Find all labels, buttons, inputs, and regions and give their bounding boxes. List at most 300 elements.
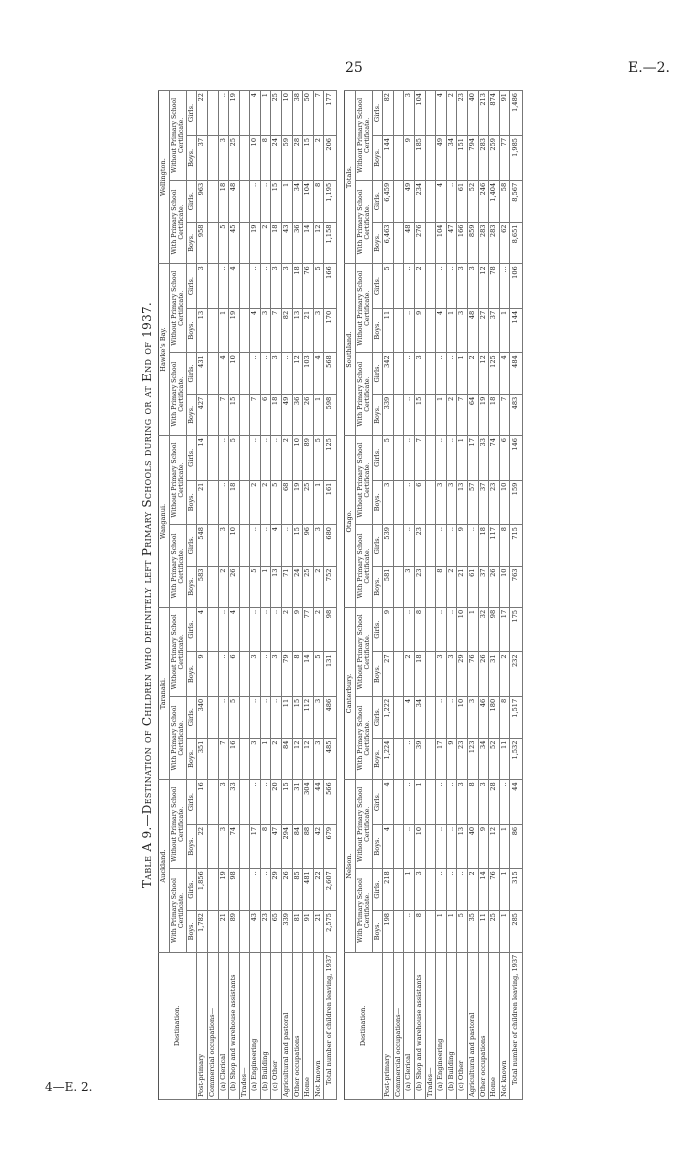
without-certificate-header: Without Primary School Certificate. <box>169 607 186 696</box>
table-cell: 2 <box>218 566 229 607</box>
table-cell: 1 <box>260 566 271 607</box>
table-cell: 3 <box>260 308 271 352</box>
table-cell: 9 <box>197 652 208 696</box>
table-cell: 15 <box>271 180 282 222</box>
table-cell: 10 <box>499 566 510 607</box>
table-cell: 33 <box>229 780 240 825</box>
table-cell: 10 <box>282 91 293 136</box>
destination-label: Post-primary <box>197 952 208 1099</box>
table-cell: 2 <box>282 607 293 652</box>
table-cell: 13 <box>457 480 468 524</box>
table-cell: 18 <box>478 525 489 567</box>
table-cell: 161 <box>324 480 337 524</box>
table-cell <box>425 480 436 524</box>
table-cell <box>207 222 218 264</box>
table-cell: .. <box>436 780 447 825</box>
table-cell: 180 <box>489 696 500 738</box>
without-certificate-header: Without Primary School Certificate. <box>169 91 186 181</box>
boys-header: Boys. <box>372 135 383 180</box>
table-cell: 44 <box>510 780 523 825</box>
table-cell: 117 <box>489 525 500 567</box>
table-cell: .. <box>260 436 271 481</box>
table-cell: 76 <box>467 652 478 696</box>
table-cell: 2 <box>313 607 324 652</box>
table-cell: 259 <box>489 135 500 180</box>
destination-label: (a) Clerical <box>404 952 415 1099</box>
table-cell: 7 <box>218 738 229 780</box>
certificate-header-row <box>355 91 372 1100</box>
destination-label: (b) Building <box>260 952 271 1099</box>
table-cell: 1 <box>457 436 468 481</box>
table-cell <box>425 394 436 435</box>
table-cell: 9 <box>292 607 303 652</box>
table-cell: 16 <box>197 780 208 825</box>
table-cell <box>239 652 250 696</box>
sheet-mark: 4—E. 2. <box>45 1080 93 1094</box>
table-cell: 340 <box>197 696 208 738</box>
table-cell: 3 <box>404 91 415 136</box>
girls-header: Girls. <box>372 869 383 911</box>
table-cell: 12 <box>313 222 324 264</box>
girls-header: Girls. <box>186 869 197 911</box>
table-cell: 715 <box>510 525 523 567</box>
table-cell: 8 <box>292 652 303 696</box>
table-cell: 10 <box>457 696 468 738</box>
destination-label: (c) Other <box>271 952 282 1099</box>
table-cell: 125 <box>489 353 500 395</box>
table-cell: 1,486 <box>510 91 523 136</box>
table-cell: 74 <box>489 436 500 481</box>
with-certificate-header: With Primary School Certificate. <box>355 869 372 952</box>
boys-header: Boys. <box>372 222 383 264</box>
table-cell: .. <box>436 696 447 738</box>
table-cell: ... <box>499 264 510 309</box>
destination-label: Home <box>303 952 314 1099</box>
table-row <box>271 91 282 1100</box>
table-cell: 1 <box>260 738 271 780</box>
table-cell: .. <box>250 180 261 222</box>
table-cell: .. <box>446 780 457 825</box>
region-header: Hawke's Bay. <box>159 264 170 436</box>
boys-header: Boys. <box>372 824 383 868</box>
table-cell: 18 <box>271 222 282 264</box>
table-cell: 18 <box>218 180 229 222</box>
table-cell: 12 <box>292 738 303 780</box>
girls-header: Girls. <box>372 607 383 652</box>
table-row <box>282 91 293 1100</box>
table-cell: 1,856 <box>197 869 208 911</box>
with-certificate-header: With Primary School Certificate. <box>355 353 372 436</box>
girls-header: Girls. <box>186 180 197 222</box>
table-cell: 38 <box>292 91 303 136</box>
table-cell: 144 <box>383 135 394 180</box>
table-row <box>489 91 500 1100</box>
region-header: Taranaki. <box>159 607 170 779</box>
table-cell <box>239 135 250 180</box>
table-cell: 104 <box>303 180 314 222</box>
table-cell: .. <box>404 738 415 780</box>
table-cell <box>393 222 404 264</box>
table-cell: 32 <box>478 607 489 652</box>
region-header: Auckland. <box>159 780 170 952</box>
table-cell: 874 <box>489 91 500 136</box>
table-row <box>239 91 250 1100</box>
table-cell <box>425 780 436 825</box>
table-cell: 25 <box>271 91 282 136</box>
table-cell: 23 <box>489 480 500 524</box>
with-certificate-header: With Primary School Certificate. <box>355 525 372 608</box>
table-cell: 26 <box>303 394 314 435</box>
table-cell: 79 <box>282 652 293 696</box>
table-cell: 81 <box>292 911 303 953</box>
table-cell: 5 <box>229 696 240 738</box>
table-cell: 8 <box>260 135 271 180</box>
table-row <box>393 91 404 1100</box>
table-cell: 4 <box>313 353 324 395</box>
table-cell: .. <box>446 525 457 567</box>
table-cell: 7 <box>499 394 510 435</box>
table-cell: 22 <box>313 869 324 911</box>
table-cell <box>207 91 218 136</box>
table-cell: 3 <box>218 525 229 567</box>
destination-label: Commercial occupations— <box>207 952 218 1099</box>
table-cell: 2 <box>499 652 510 696</box>
table-cell: 4 <box>499 353 510 395</box>
table-cell: 1 <box>260 91 271 136</box>
boys-header: Boys. <box>186 738 197 780</box>
table-cell: 4 <box>250 91 261 136</box>
table-cell: .. <box>436 436 447 481</box>
table-cell <box>425 566 436 607</box>
table-cell: 78 <box>489 264 500 309</box>
table-cell: .. <box>404 264 415 309</box>
destination-label: Not known <box>499 952 510 1099</box>
table-cell: 7 <box>250 394 261 435</box>
table-cell: 1 <box>313 480 324 524</box>
table-cell: 3 <box>467 696 478 738</box>
table-cell: 42 <box>313 824 324 868</box>
table-cell: 6 <box>229 652 240 696</box>
table-cell: 958 <box>197 222 208 264</box>
with-certificate-header: With Primary School Certificate. <box>355 696 372 779</box>
table-row <box>404 91 415 1100</box>
table-cell: 26 <box>229 566 240 607</box>
table-cell: 10 <box>292 436 303 481</box>
table-cell: .. <box>446 696 457 738</box>
table-cell <box>425 91 436 136</box>
table-cell <box>207 566 218 607</box>
table-cell <box>239 525 250 567</box>
table-cell: .. <box>260 652 271 696</box>
without-certificate-header: Without Primary School Certificate. <box>169 264 186 353</box>
table-cell: 23 <box>457 91 468 136</box>
table-cell <box>393 91 404 136</box>
table-cell <box>239 911 250 953</box>
table-row <box>457 91 468 1100</box>
table-cell: .. <box>218 436 229 481</box>
table-cell: 4 <box>218 353 229 395</box>
table-cell <box>239 696 250 738</box>
table-cell: 3 <box>218 780 229 825</box>
table-cell: 15 <box>282 780 293 825</box>
table-cell: 2,575 <box>324 911 337 953</box>
with-certificate-header: With Primary School Certificate. <box>169 696 186 779</box>
table-cell: 86 <box>510 824 523 868</box>
table-cell: 431 <box>197 353 208 395</box>
table-cell: 2 <box>260 222 271 264</box>
table-cell: 3 <box>271 353 282 395</box>
table-cell: 3 <box>404 566 415 607</box>
table-cell: 47 <box>271 824 282 868</box>
table-row <box>250 91 261 1100</box>
table-cell: 5 <box>457 911 468 953</box>
table-cell: .. <box>260 525 271 567</box>
table-cell <box>207 824 218 868</box>
table-cell: 34 <box>446 135 457 180</box>
table-cell: 7 <box>271 308 282 352</box>
table-cell: 21 <box>313 911 324 953</box>
table-cell: 98 <box>324 607 337 652</box>
table-cell: 1 <box>499 911 510 953</box>
region-header: Nelson. <box>344 780 355 952</box>
girls-header: Girls. <box>372 436 383 481</box>
table-cell: .. <box>404 353 415 395</box>
table-cell: .. <box>260 780 271 825</box>
table-cell: 4 <box>383 824 394 868</box>
table-cell: 6 <box>415 480 426 524</box>
table-cell: 4 <box>229 607 240 652</box>
table-cell <box>207 394 218 435</box>
table-cell: 19 <box>250 222 261 264</box>
table-cell: 1 <box>499 869 510 911</box>
table-cell: 23 <box>415 566 426 607</box>
table-cell: 16 <box>229 738 240 780</box>
table-cell: 3 <box>313 696 324 738</box>
table-cell: .. <box>446 353 457 395</box>
table-cell: .. <box>404 607 415 652</box>
table-row <box>292 91 303 1100</box>
table-cell: 17 <box>467 436 478 481</box>
table-cell: .. <box>250 525 261 567</box>
table-cell: 3 <box>436 480 447 524</box>
table-cell: 5 <box>383 264 394 309</box>
table-cell: 1,404 <box>489 180 500 222</box>
table-cell: 18 <box>489 394 500 435</box>
table-cell: 17 <box>499 607 510 652</box>
table-cell: 1 <box>313 394 324 435</box>
table-cell <box>239 222 250 264</box>
destination-header: Destination. <box>344 952 382 1099</box>
table-cell: 8 <box>260 824 271 868</box>
table-row <box>260 91 271 1100</box>
table-cell: 43 <box>282 222 293 264</box>
table-cell <box>393 135 404 180</box>
table-cell: 232 <box>510 652 523 696</box>
table-cell: 104 <box>436 222 447 264</box>
table-cell: 566 <box>324 780 337 825</box>
table-cell: .. <box>446 180 457 222</box>
table-cell: .. <box>250 436 261 481</box>
table-cell: 36 <box>292 222 303 264</box>
table-cell: 1,985 <box>510 135 523 180</box>
table-cell: 23 <box>415 525 426 567</box>
table-cell <box>239 264 250 309</box>
table-cell: 175 <box>510 607 523 652</box>
table-cell: 34 <box>478 738 489 780</box>
with-certificate-header: With Primary School Certificate. <box>355 180 372 263</box>
table-cell: 7 <box>415 436 426 481</box>
table-cell: 61 <box>457 180 468 222</box>
table-cell: 84 <box>292 824 303 868</box>
table-cell: 96 <box>303 525 314 567</box>
table-cell: 26 <box>478 652 489 696</box>
table-row <box>324 91 337 1100</box>
destination-table <box>158 90 523 1100</box>
table-row <box>207 91 218 1100</box>
table-cell: 12 <box>489 824 500 868</box>
table-cell: 40 <box>467 91 478 136</box>
table-cell: 31 <box>292 780 303 825</box>
table-cell: 49 <box>404 180 415 222</box>
boys-header: Boys. <box>372 480 383 524</box>
table-cell: 50 <box>303 91 314 136</box>
table-cell: 22 <box>197 824 208 868</box>
table-cell <box>425 911 436 953</box>
table-cell: 1 <box>415 780 426 825</box>
table-cell: .. <box>436 525 447 567</box>
table-cell: 159 <box>510 480 523 524</box>
table-cell: .. <box>446 824 457 868</box>
table-cell: 2 <box>415 264 426 309</box>
table-cell: 1 <box>446 308 457 352</box>
table-cell: .. <box>282 525 293 567</box>
region-header: Wellington. <box>159 91 170 264</box>
table-cell: .. <box>404 911 415 953</box>
table-cell: 5 <box>271 480 282 524</box>
table-cell: 5 <box>383 436 394 481</box>
table-cell <box>239 353 250 395</box>
section-gap <box>336 91 344 1100</box>
table-row <box>436 91 447 1100</box>
table-cell: 112 <box>303 696 314 738</box>
girls-header: Girls. <box>186 353 197 395</box>
table-row <box>467 91 478 1100</box>
table-cell: 43 <box>250 911 261 953</box>
table-cell: 26 <box>282 869 293 911</box>
table-cell: 568 <box>324 353 337 395</box>
table-cell: 485 <box>324 738 337 780</box>
table-cell: 22 <box>197 91 208 136</box>
table-cell: 25 <box>303 566 314 607</box>
destination-label: Post-primary <box>383 952 394 1099</box>
table-cell: 8 <box>436 566 447 607</box>
destination-label: (a) Engineering <box>250 952 261 1099</box>
boys-header: Boys. <box>372 738 383 780</box>
table-cell <box>207 135 218 180</box>
boys-header: Boys. <box>372 911 383 953</box>
table-cell <box>425 222 436 264</box>
table-cell: 24 <box>271 135 282 180</box>
table-cell: .. <box>271 696 282 738</box>
destination-label: Total number of children leaving, 1937 <box>324 952 337 1099</box>
table-cell <box>207 869 218 911</box>
table-cell <box>393 911 404 953</box>
table-cell: 185 <box>415 135 426 180</box>
boys-header: Boys. <box>186 135 197 180</box>
table-cell: 46 <box>478 696 489 738</box>
table-cell: 14 <box>303 652 314 696</box>
table-cell: 68 <box>282 480 293 524</box>
table-cell: .. <box>404 394 415 435</box>
table-cell: 104 <box>415 91 426 136</box>
table-cell: 57 <box>467 480 478 524</box>
page-number: 25 <box>345 60 363 76</box>
table-cell: 89 <box>303 436 314 481</box>
table-cell: 28 <box>292 135 303 180</box>
table-cell: 77 <box>499 135 510 180</box>
table-cell: 481 <box>303 869 314 911</box>
boys-header: Boys. <box>186 652 197 696</box>
girls-header: Girls. <box>372 264 383 309</box>
table-cell: 679 <box>324 824 337 868</box>
table-cell: 40 <box>467 824 478 868</box>
table-cell: 37 <box>489 308 500 352</box>
girls-header: Girls. <box>186 696 197 738</box>
table-cell: 3 <box>313 525 324 567</box>
table-cell: 3 <box>250 738 261 780</box>
table-cell: 3 <box>478 780 489 825</box>
table-cell <box>207 911 218 953</box>
table-cell: 3 <box>415 869 426 911</box>
table-cell: 1 <box>436 911 447 953</box>
table-cell <box>239 738 250 780</box>
table-cell: .. <box>260 180 271 222</box>
table-cell: 62 <box>499 222 510 264</box>
table-cell: 25 <box>489 911 500 953</box>
girls-header: Girls. <box>186 264 197 309</box>
table-cell <box>207 652 218 696</box>
table-cell: 177 <box>324 91 337 136</box>
table-cell: 166 <box>324 264 337 309</box>
table-cell: 3 <box>313 308 324 352</box>
region-header: Otago. <box>344 436 355 608</box>
table-cell: 21 <box>303 308 314 352</box>
table-cell: 19 <box>478 394 489 435</box>
table-cell: 37 <box>197 135 208 180</box>
table-cell: 23 <box>260 911 271 953</box>
table-cell: 339 <box>282 911 293 953</box>
table-cell <box>393 738 404 780</box>
table-row <box>510 91 523 1100</box>
table-cell: .. <box>250 780 261 825</box>
table-cell: .. <box>271 607 282 652</box>
table-cell: 213 <box>478 91 489 136</box>
rotated-table-region <box>140 90 520 1100</box>
table-cell: 61 <box>467 566 478 607</box>
table-cell: 5 <box>229 436 240 481</box>
table-cell: 2 <box>250 480 261 524</box>
table-cell: 1,158 <box>324 222 337 264</box>
table-cell: 8,651 <box>510 222 523 264</box>
without-certificate-header: Without Primary School Certificate. <box>169 780 186 869</box>
table-cell: 7 <box>218 394 229 435</box>
table-cell: 37 <box>478 480 489 524</box>
table-cell: .. <box>218 652 229 696</box>
destination-label: Other occupations <box>478 952 489 1099</box>
table-cell: 27 <box>478 308 489 352</box>
table-cell <box>425 264 436 309</box>
table-cell: 12 <box>478 353 489 395</box>
